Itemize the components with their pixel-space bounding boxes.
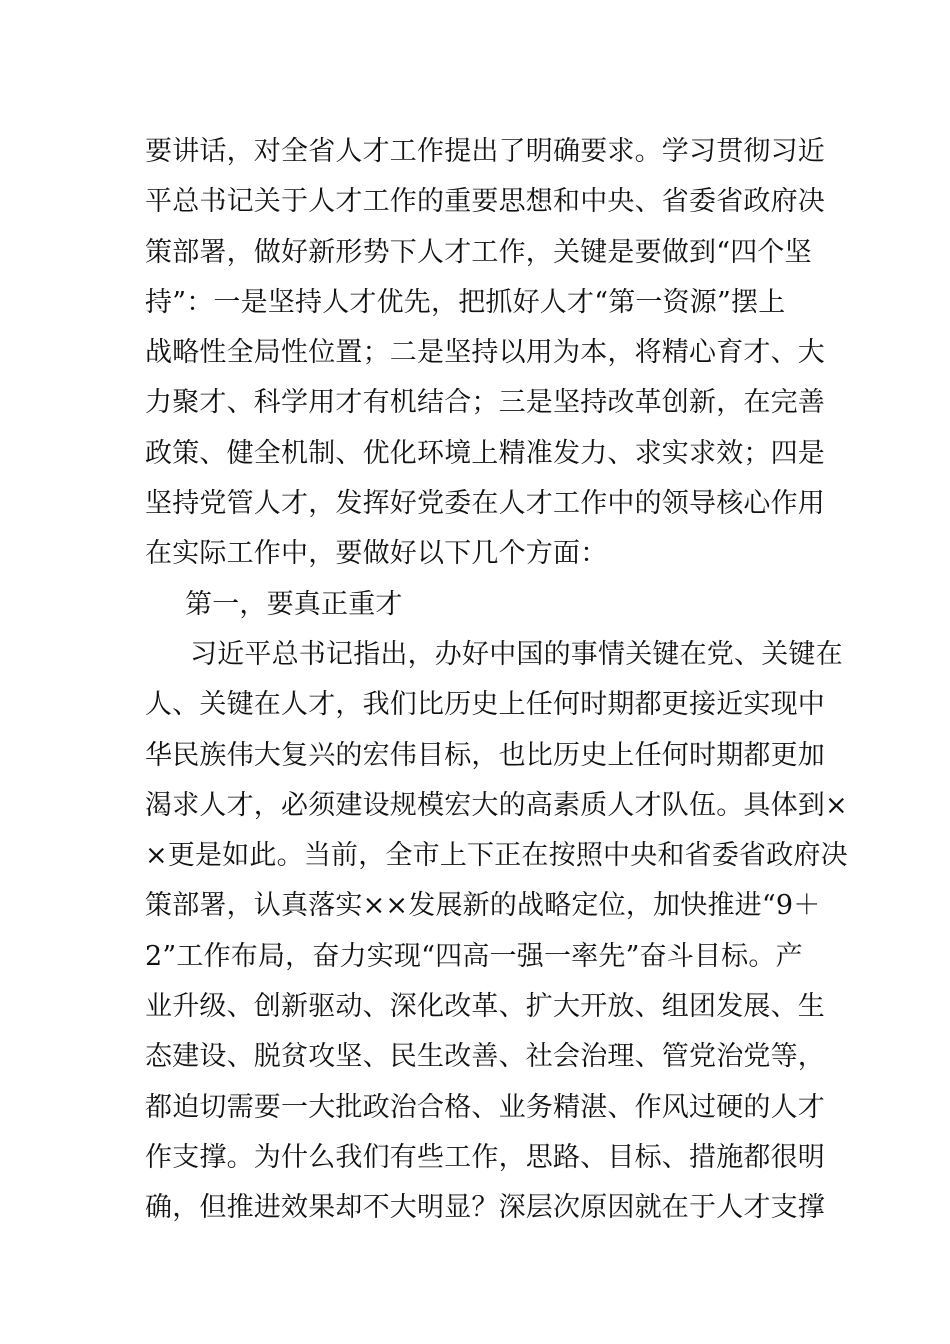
text-line: 政策、健全机制、优化环境上精准发力、求实求效；四是 — [145, 437, 825, 469]
text-line: 策部署，做好新形势下人才工作，关键是要做到“四个坚 — [145, 236, 812, 268]
text-line: 渴求人才，必须建设规模宏大的高素质人才队伍。具体到× — [145, 789, 848, 821]
paragraph-body — [145, 630, 848, 1234]
text-line: 策部署，认真落实××发展新的战略定位，加快推进“9＋ — [145, 890, 821, 922]
section-heading: 第一，要真正重才 — [185, 588, 403, 620]
text-line: 坚持党管人才，发挥好党委在人才工作中的领导核心作用 — [145, 488, 825, 520]
text-line: ×更是如此。当前，全市上下正在按照中央和省委省政府决 — [145, 840, 848, 872]
text-line: 习近平总书记指出，办好中国的事情关键在党、关键在 — [190, 638, 843, 670]
text-line: 确，但推进效果却不大明显？深层次原因就在于人才支撑 — [145, 1192, 825, 1224]
text-line: 都迫切需要一大批政治合格、业务精湛、作风过硬的人才 — [145, 1091, 825, 1123]
text-line: 力聚才、科学用才有机结合；三是坚持改革创新，在完善 — [145, 387, 825, 419]
text-line: 态建设、脱贫攻坚、民生改善、社会治理、管党治党等， — [145, 1041, 825, 1073]
text-line: 2”工作布局，奋力实现“四高一强一率先”奋斗目标。产 — [145, 940, 803, 972]
text-line: 作支撑。为什么我们有些工作，思路、目标、措施都很明 — [145, 1141, 825, 1173]
text-line: 持”：一是坚持人才优先，把抓好人才“第一资源”摆上 — [145, 286, 786, 318]
text-line: 战略性全局性位置；二是坚持以用为本，将精心育才、大 — [145, 337, 825, 369]
paragraph-intro — [145, 127, 825, 580]
text-line: 在实际工作中，要做好以下几个方面： — [145, 538, 608, 570]
text-line: 人、关键在人才，我们比历史上任何时期都更接近实现中 — [145, 689, 825, 721]
text-line: 平总书记关于人才工作的重要思想和中央、省委省政府决 — [145, 186, 825, 218]
text-line: 华民族伟大复兴的宏伟目标，也比历史上任何时期都更加 — [145, 739, 825, 771]
text-line: 业升级、创新驱动、深化改革、扩大开放、组团发展、生 — [145, 991, 825, 1023]
text-line: 要讲话，对全省人才工作提出了明确要求。学习贯彻习近 — [145, 136, 825, 167]
document-text — [145, 127, 848, 1234]
